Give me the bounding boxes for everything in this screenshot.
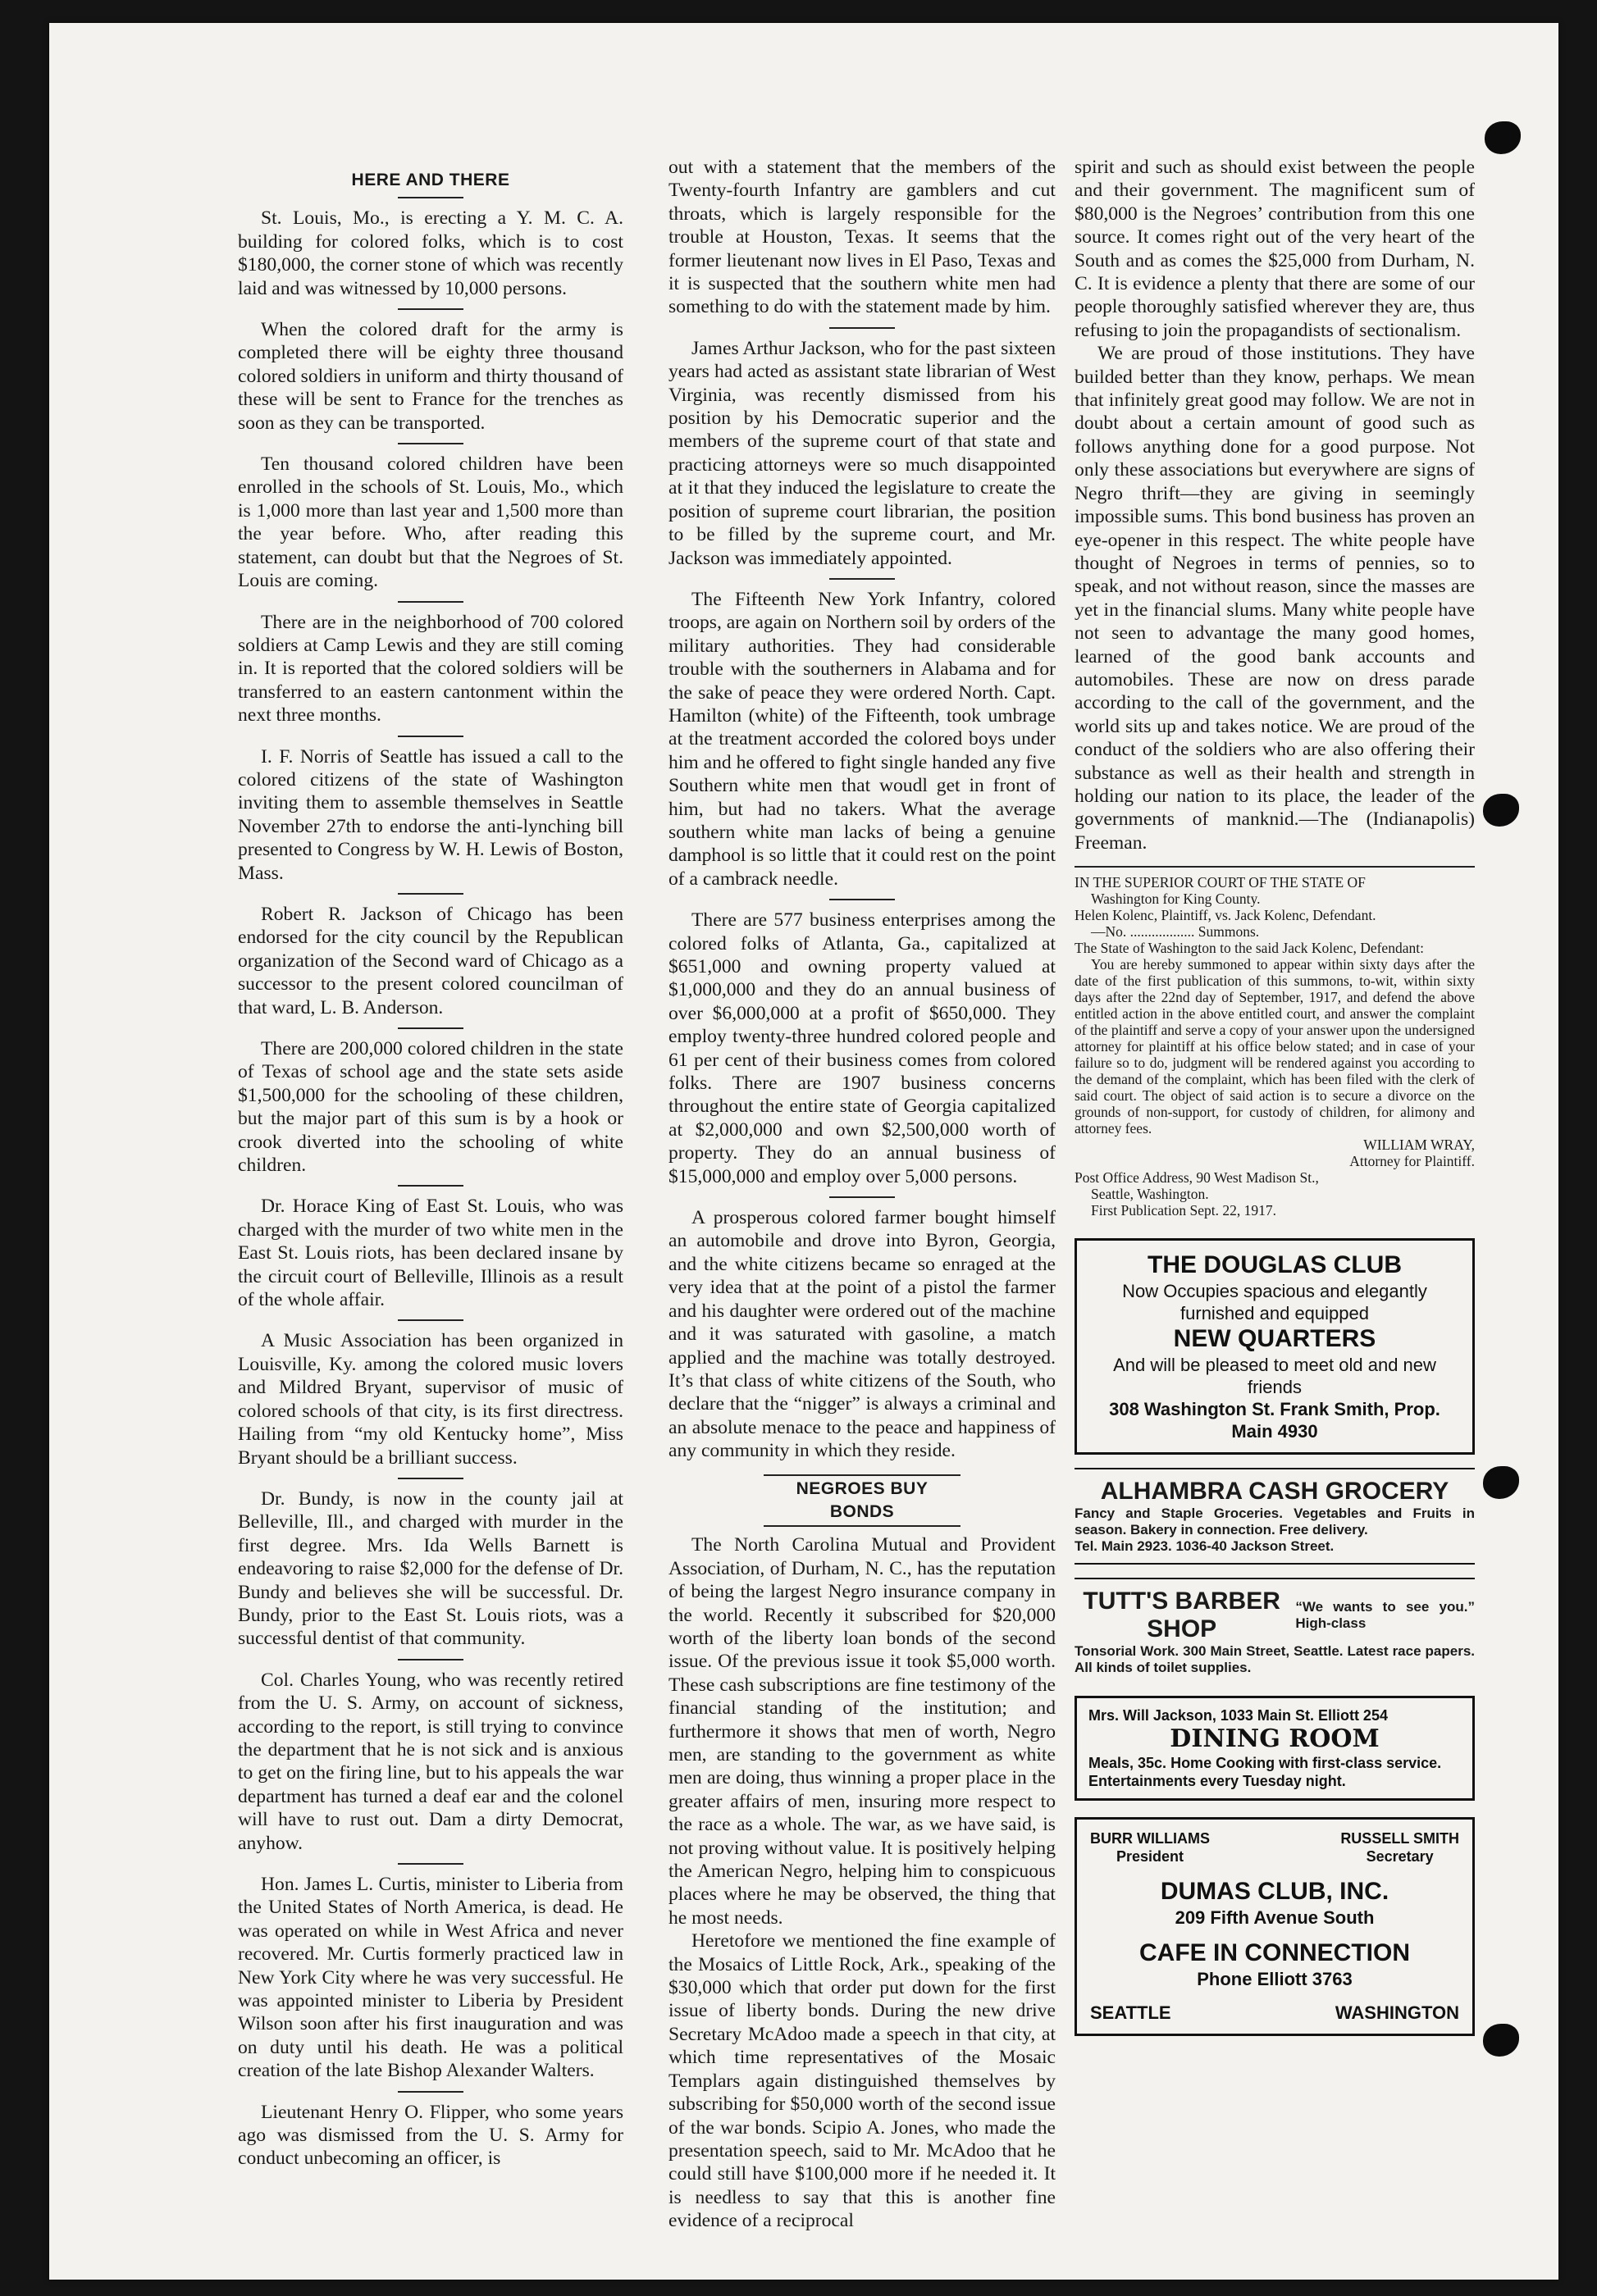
punch-hole-icon	[1483, 1466, 1519, 1499]
article-paragraph: There are 200,000 colored children in the state of Texas of school age and the state sets aside $1,500,000 for the schooling of these children, but the major part of this sum is by a hook or crook diverted into the schooling of white children.	[238, 1038, 623, 1177]
article-paragraph: The Fifteenth New York Infantry, colored troops, are again on Northern soil by orders of the military authorities. They had considerable trouble with the southerners in Alabama and for the sake of peace they were ordered North. Capt. Hamilton (white) of the Fifteenth, took umbrage at the treatment accorded the colored boys under him and he offered to fight single handed any five Southern white men that woudl get in front of him, but had no takers. What the average southern white man lacks of being a genuine damphool is so little that it could rest on the point of a cambrack needle.	[668, 588, 1056, 890]
divider	[398, 1185, 463, 1187]
heading-negroes-buy-bonds: NEGROES BUY BONDS	[796, 1478, 929, 1521]
legal-line: Helen Kolenc, Plaintiff, vs. Jack Kolenc, Defendant.	[1075, 907, 1376, 924]
ad-title: TUTT'S BARBER SHOP	[1083, 1588, 1280, 1643]
article-paragraph: We are proud of those institutions. They have builded better than they know, perhaps. We mean that infinitely great good may follow. We are not in doubt about a certain amount of good such as follows anything done for a good purpose. Not only these associations but everywhere are signs of Negro thrift—they are giving in seemingly impossible sums. This bond business has proven an eye-opener in this respect. The white people have thought of Negroes in terms of pennies, so to speak, and not without reason, since the masses are yet in the financial slums. Many white people have not seen to advantage the many good homes, learned of the good bank accounts and automobiles. These are now on dress parade according to the call of the government, and the world sits up and takes notice. We are proud of the conduct of the soldiers who are also offering their substance as well as their health and strength in holding our nation to its place, the leader of the governments of manknid.—The (Indianapolis) Freeman.	[1075, 343, 1475, 854]
officer-name: BURR WILLIAMS	[1090, 1830, 1210, 1847]
punch-hole-icon	[1483, 2024, 1519, 2057]
officer-role: Secretary	[1366, 1848, 1434, 1866]
ad-douglas-club	[1075, 1238, 1475, 1455]
ad-phone: Phone Elliott 3763	[1197, 1969, 1353, 1990]
ad-highlight: CAFE IN CONNECTION	[1139, 1939, 1410, 1967]
divider	[398, 308, 463, 310]
article-paragraph: Lieutenant Henry O. Flipper, who some years ago was dismissed from the U. S. Army for conduct unbecoming an officer, is	[238, 2101, 623, 2170]
article-paragraph: Dr. Horace King of East St. Louis, who was charged with the murder of two white men in the East St. Louis riots, has been declared insane by the circuit court of Belleville, Illinois as a result of the whole affair.	[238, 1196, 623, 1311]
article-paragraph: I. F. Norris of Seattle has issued a call to the colored citizens of the state of Washington inviting them to assemble themselves in Seattle November 27th to endorse the anti-lynching bill presented to Congress by W. H. Lewis of Boston, Mass.	[238, 745, 623, 884]
divider	[398, 443, 463, 444]
article-paragraph: St. Louis, Mo., is erecting a Y. M. C. A. building for colored folks, which is to cost $180,000, the corner stone of which was recently laid and was witnessed by 10,000 persons.	[238, 207, 623, 299]
ad-line: Meals, 35c. Home Cooking with first-class service. Entertainments every Tuesday night.	[1088, 1755, 1442, 1790]
divider	[398, 601, 463, 603]
legal-line: Washington for King County.	[1091, 891, 1261, 908]
divider	[398, 736, 463, 737]
ad-line: Tel. Main 2923. 1036-40 Jackson Street.	[1075, 1538, 1335, 1555]
divider	[398, 1478, 463, 1479]
ad-line: And will be pleased to meet old and new friends	[1113, 1355, 1436, 1398]
heading-rule-box	[764, 1474, 960, 1528]
article-paragraph: There are in the neighborhood of 700 colored soldiers at Camp Lewis and they are still coming in. It is reported that the colored soldiers will be transferred to an eastern cantonment within the next three months.	[238, 611, 623, 727]
legal-line: The State of Washington to the said Jack Kolenc, Defendant:	[1075, 940, 1424, 957]
divider	[829, 1196, 895, 1198]
ad-state: WASHINGTON	[1335, 2002, 1459, 2024]
article-paragraph: When the colored draft for the army is completed there will be eighty three thousand colored soldiers in uniform and thirty thousand of these will be sent to France for the trenches as soon as they can be transported.	[238, 319, 623, 434]
legal-signature-title: Attorney for Plaintiff.	[1349, 1153, 1475, 1170]
divider	[398, 1659, 463, 1660]
ad-line: Fancy and Staple Groceries. Vegetables and Fruits in season. Bakery in connection. Free delivery.	[1075, 1506, 1475, 1538]
divider	[398, 893, 463, 895]
legal-address: Seattle, Washington.	[1091, 1186, 1209, 1203]
article-paragraph: spirit and such as should exist between the people and their government. The magnificent sum of $80,000 is the Negroes’ contribution from this one source. It comes right out of the very heart of the South and as comes the $25,000 from Durham, N. C. It is evidence a plenty that there are some of our people thoroughly satisfied wherever they are, thus refusing to join the propagandists of sectionalism.	[1075, 157, 1475, 341]
divider	[829, 899, 895, 900]
ad-tutts-barber-shop	[1075, 1578, 1475, 1684]
column-1	[238, 146, 623, 2171]
heading-here-and-there: HERE AND THERE	[351, 171, 510, 189]
article-paragraph: out with a statement that the members of the Twenty-fourth Infantry are gamblers and cut throats, which is largely responsible for the trouble at Houston, Texas. It seems that the former lieutenant now lives in El Paso, Texas and it is suspected that the southern white men had something to do with the statement made by him.	[668, 157, 1056, 318]
legal-notice	[1075, 866, 1475, 1219]
legal-publication: First Publication Sept. 22, 1917.	[1091, 1202, 1277, 1219]
divider	[398, 1863, 463, 1865]
legal-line: —No. .................. Summons.	[1091, 923, 1260, 941]
ad-line: Tonsorial Work. 300 Main Street, Seattle. Latest race papers. All kinds of toilet supplies.	[1075, 1643, 1475, 1676]
ad-location	[1090, 2002, 1459, 2024]
legal-signature: WILLIAM WRAY,	[1363, 1137, 1475, 1154]
officer-name: RUSSELL SMITH	[1340, 1830, 1459, 1847]
ad-alhambra-grocery	[1075, 1468, 1475, 1565]
column-2	[668, 156, 1056, 2233]
ad-address: 209 Fifth Avenue South	[1175, 1907, 1375, 1929]
article-paragraph: Heretofore we mentioned the fine example of the Mosaics of Little Rock, Ark., speaking of the $30,000 which that order put down for the first issue of liberty bonds. During the new drive Secretary McAdoo made a speech in that city, at which time representatives of the Mosaic Templars again distinguished themselves by subscribing for $50,000 worth of the second issue of the war bonds. Scipio A. Jones, who made the presentation speech, said to Mr. McAdoo that he could still have $100,000 more if he needed it. It is needless to say that this is another fine evidence of a reciprocal	[668, 1930, 1056, 2232]
article-paragraph: There are 577 business enterprises among the colored folks of Atlanta, Ga., capitalized at $651,000 and owning property valued at $1,000,000 and they do an annual business of over $6,000,000 at a profit of $650,000. They employ twenty-three hundred colored people and 61 per cent of their business comes from colored folks. There are 1907 business concerns throughout the entire state of Georgia capitalized at $2,000,000 and own $2,500,000 worth of property. They do an annual business of $15,000,000 and employ over 5,000 persons.	[668, 909, 1056, 1187]
legal-body: You are hereby summoned to appear within sixty days after the date of the first publication of this summons, to-wit, within sixty days after the 22nd day of September, 1917, and defend the above entitled action in the above entitled court, and answer the complaint of the plaintiff and serve a copy of your answer upon the undersigned attorney for plaintiff at his office below stated; and in case of your failure so to do, judgment will be rendered against you according to the demand of the complaint, which has been filed with the clerk of said court. The object of said action is to secure a divorce on the grounds of non-support, for custody of children, for alimony and attorney fees.	[1075, 956, 1475, 1137]
divider	[829, 327, 895, 329]
ad-title: DINING ROOM	[1170, 1724, 1380, 1754]
divider	[398, 1027, 463, 1029]
ad-tagline: “We wants to see you.” High-class	[1295, 1599, 1475, 1632]
article-paragraph: A prosperous colored farmer bought himself an automobile and drove into Byron, Georgia, and the white citizens became so enraged at the very idea that at the point of a pistol the farmer and his daughter were ordered out of the machine and it was saturated with gasoline, a match applied and the machine was totally destroyed. It’s that class of white citizens of the South, who declare that the “nigger” is always a criminal and an absolute menace to the peace and happiness of any community in which they reside.	[668, 1207, 1056, 1462]
article-paragraph: Col. Charles Young, who was recently retired from the U. S. Army, on account of sickness, according to the report, is still trying to convince the department that he is not sick and is anxious to get on the firing line, but to his appeals the war department has turned a deaf ear and the colonel will have to rust out. Dam a dirty Democrat, anyhow.	[238, 1669, 623, 1854]
divider	[829, 578, 895, 580]
column-3	[1075, 156, 1475, 2048]
ad-line: Now Occupies spacious and elegantly furnished and equipped	[1122, 1281, 1427, 1324]
divider	[398, 1319, 463, 1321]
article-paragraph: James Arthur Jackson, who for the past sixteen years had acted as assistant state librarian of West Virginia, was recently dismissed from his position by his Democratic superior and the members of the supreme court of that state and practicing attorneys were so much disappointed at it that they induced the legislature to create the position of supreme court librarian, the position to be filled by the supreme court, and Mr. Jackson was immediately appointed.	[668, 337, 1056, 569]
ad-phone: Main 4930	[1231, 1421, 1318, 1442]
article-paragraph: Ten thousand colored children have been enrolled in the schools of St. Louis, Mo., which is 1,000 more than last year and 1,500 more than the year before. Who, after reading this statement, can doubt but that the Negroes of St. Louis are coming.	[238, 453, 623, 592]
punch-hole-icon	[1483, 794, 1519, 827]
divider	[398, 2091, 463, 2093]
ad-title: DUMAS CLUB, INC.	[1160, 1878, 1389, 1906]
ad-dining-room	[1075, 1696, 1475, 1801]
legal-line: IN THE SUPERIOR COURT OF THE STATE OF	[1075, 874, 1366, 891]
ad-line: Mrs. Will Jackson, 1033 Main St. Elliott 254	[1088, 1707, 1388, 1724]
ad-city: SEATTLE	[1090, 2002, 1171, 2024]
officer-role: President	[1116, 1848, 1184, 1866]
ad-address: 308 Washington St. Frank Smith, Prop.	[1109, 1399, 1440, 1420]
article-paragraph: Robert R. Jackson of Chicago has been endorsed for the city council by the Republican organization of the Second ward of Chicago as a successor to the present colored councilman of that ward, L. B. Anderson.	[238, 903, 623, 1018]
ad-title: ALHAMBRA CASH GROCERY	[1100, 1478, 1449, 1506]
ad-highlight: NEW QUARTERS	[1173, 1325, 1376, 1353]
article-paragraph: Dr. Bundy, is now in the county jail at Belleville, Ill., and charged with murder in the first degree. Mrs. Ida Wells Barnett is endeavoring to raise $2,000 for the defense of Dr. Bundy and believes she will be successful. Dr. Bundy, prior to the East St. Louis riots, was a successful dentist of that community.	[238, 1487, 623, 1650]
ad-officers	[1090, 1829, 1459, 1866]
ad-title: THE DOUGLAS CLUB	[1148, 1251, 1402, 1279]
divider	[398, 197, 463, 198]
legal-address: Post Office Address, 90 West Madison St.,	[1075, 1169, 1319, 1187]
article-paragraph: A Music Association has been organized in Louisville, Ky. among the colored music lovers and Mildred Bryant, supervisor of music of colored schools of that city, is its first directress. Hailing from “my old Kentucky home”, Miss Bryant should be a brilliant success.	[238, 1330, 623, 1469]
newspaper-page	[49, 23, 1558, 2280]
punch-hole-icon	[1485, 121, 1521, 154]
article-paragraph: The North Carolina Mutual and Provident Association, of Durham, N. C., has the reputation of being the largest Negro insurance company in the world. Recently it subscribed for $20,000 worth of the liberty loan bonds of the second issue. Of the previous issue it took $5,000 worth. These cash subscriptions are fine testimony of the financial standing of the institution; and furthermore it shows that men of worth, Negro men, are standing to the government as white men are doing, thus winning a proper place in the greater affairs of men, insuring more respect to the race as a whole. The war, as we have said, is not proving without value. It is positively helping the American Negro, helping him to conspicuous places where he may be observed, the thing that he most needs.	[668, 1534, 1056, 1929]
article-paragraph: Hon. James L. Curtis, minister to Liberia from the United States of North America, is dead. He was operated on while in West Africa and never recovered. Mr. Curtis formerly practiced law in New York City where he was very successful. He was appointed minister to Liberia by President Wilson soon after his first inauguration and was on duty until his death. He was a political creation of the late Bishop Alexander Walters.	[238, 1874, 623, 2082]
ad-dumas-club	[1075, 1817, 1475, 2036]
